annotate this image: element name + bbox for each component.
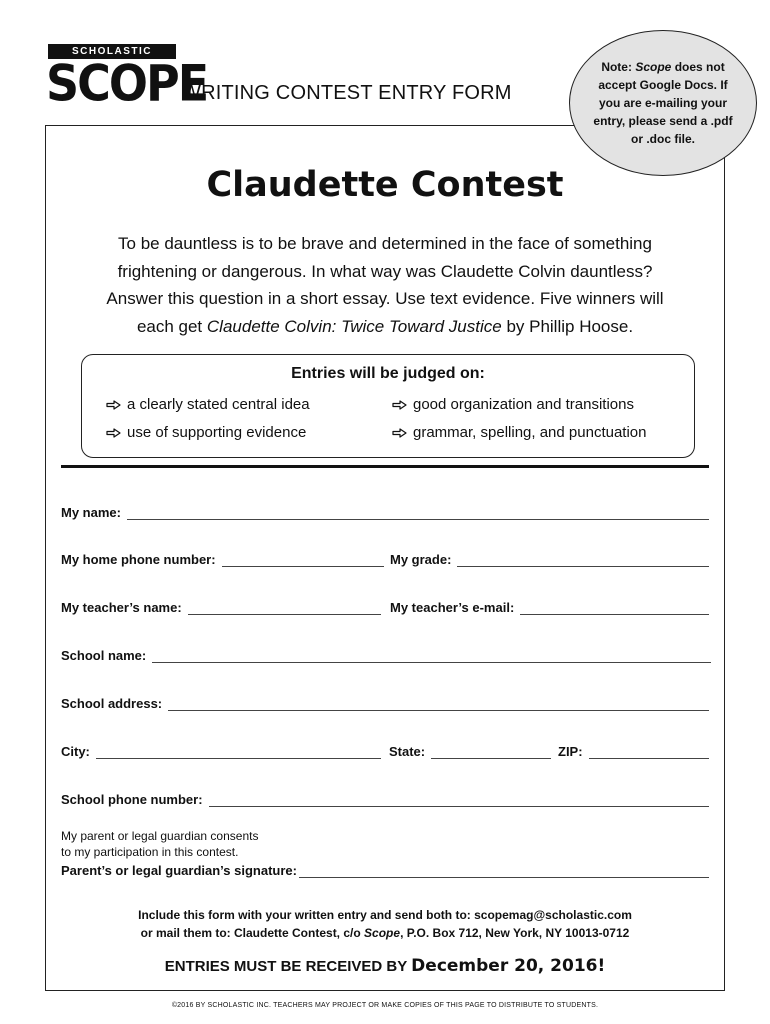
note-body: does not accept Google Docs. If you are e-mailing your entry, please send a .pdf or .doc file. <box>593 60 733 146</box>
signature-input-line[interactable] <box>299 865 709 878</box>
teacher-name-label: My teacher’s name: <box>61 600 182 615</box>
criterion-item <box>106 396 310 413</box>
prompt-line-2: frightening or dangerous. In what way was Claudette Colvin dauntless? <box>117 261 653 281</box>
state-input-line[interactable] <box>431 746 551 759</box>
school-address-label: School address: <box>61 696 163 711</box>
prompt-last-start: each get <box>136 316 203 336</box>
name-field <box>61 505 709 520</box>
arrow-right-icon <box>392 400 407 410</box>
copyright-notice: ©2016 BY SCHOLASTIC INC. TEACHERS MAY PROJECT OR MAKE COPIES OF THIS PAGE TO DISTRIBUTE TO STUDENTS. <box>171 1002 599 1009</box>
school-phone-field <box>61 792 709 807</box>
school-address-input-line[interactable] <box>168 698 709 711</box>
teacher-name-field <box>61 600 381 615</box>
city-input-line[interactable] <box>96 746 381 759</box>
arrow-right-icon <box>392 428 407 438</box>
instructions-line-2-end: , P.O. Box 712, New York, NY 10013-0712 <box>400 926 630 940</box>
signature-field <box>61 863 709 878</box>
zip-field <box>558 744 709 759</box>
note-badge <box>569 30 757 176</box>
criterion-label: grammar, spelling, and punctuation <box>413 424 647 441</box>
submission-instructions <box>45 906 725 942</box>
contest-title: Claudette Contest <box>206 165 564 205</box>
signature-label: Parent’s or legal guardian’s signature: <box>61 863 297 878</box>
prompt-line-4 <box>70 313 700 341</box>
home-phone-label: My home phone number: <box>61 552 216 567</box>
teacher-email-input-line[interactable] <box>520 602 709 615</box>
note-label: Note: <box>601 60 632 74</box>
contest-prompt <box>70 230 700 340</box>
school-address-field <box>61 696 709 711</box>
grade-input-line[interactable] <box>457 554 709 567</box>
instructions-brand: Scope <box>364 926 401 940</box>
city-label: City: <box>61 744 90 759</box>
criterion-item <box>392 424 646 441</box>
criterion-item <box>106 424 306 441</box>
note-text <box>588 58 738 148</box>
name-label: My name: <box>61 505 121 520</box>
home-phone-input-line[interactable] <box>222 554 384 567</box>
note-brand: Scope <box>635 60 672 74</box>
school-name-label: School name: <box>61 648 147 663</box>
zip-label: ZIP: <box>558 744 583 759</box>
consent-line-1: My parent or legal guardian consents <box>61 829 259 843</box>
instructions-line-2-start: or mail them to: Claudette Contest, c/o <box>140 926 361 940</box>
prompt-line-3: Answer this question in a short essay. Use text evidence. Five winners will <box>106 289 664 308</box>
arrow-right-icon <box>106 400 121 410</box>
scope-logo: SCOPE <box>46 53 208 113</box>
consent-line-2: to my participation in this contest. <box>61 844 239 859</box>
zip-input-line[interactable] <box>589 746 709 759</box>
criterion-label: use of supporting evidence <box>127 424 307 441</box>
consent-statement <box>61 829 258 860</box>
form-title: WRITING CONTEST ENTRY FORM <box>182 82 512 104</box>
criterion-item <box>392 396 634 413</box>
teacher-name-input-line[interactable] <box>188 602 381 615</box>
deadline-prefix: ENTRIES MUST BE RECEIVED BY <box>164 958 407 975</box>
teacher-email-field <box>390 600 709 615</box>
school-phone-label: School phone number: <box>61 792 203 807</box>
section-divider <box>61 465 709 468</box>
criterion-label: good organization and transitions <box>413 396 634 413</box>
state-label: State: <box>389 744 426 759</box>
judging-heading: Entries will be judged on: <box>291 365 485 382</box>
name-input-line[interactable] <box>127 507 709 520</box>
criterion-label: a clearly stated central idea <box>127 396 310 413</box>
deadline-notice <box>45 956 725 976</box>
school-phone-input-line[interactable] <box>209 794 709 807</box>
instructions-line-1: Include this form with your written entry and send both to: scopemag@scholastic.com <box>138 908 632 922</box>
prompt-last-end: by Phillip Hoose. <box>506 316 634 336</box>
school-name-field <box>61 648 711 663</box>
grade-label: My grade: <box>390 552 452 567</box>
prompt-book-title: Claudette Colvin: Twice Toward Justice <box>206 316 502 336</box>
state-field <box>389 744 551 759</box>
arrow-right-icon <box>106 428 121 438</box>
deadline-date: December 20, 2016! <box>411 956 606 976</box>
grade-field <box>390 552 709 567</box>
school-name-input-line[interactable] <box>152 650 711 663</box>
instructions-line-2 <box>45 924 725 942</box>
home-phone-field <box>61 552 384 567</box>
publisher-name: SCHOLASTIC <box>72 46 152 57</box>
city-field <box>61 744 381 759</box>
prompt-line-1: To be dauntless is to be brave and determined in the face of something <box>118 234 652 253</box>
teacher-email-label: My teacher’s e-mail: <box>390 600 515 615</box>
